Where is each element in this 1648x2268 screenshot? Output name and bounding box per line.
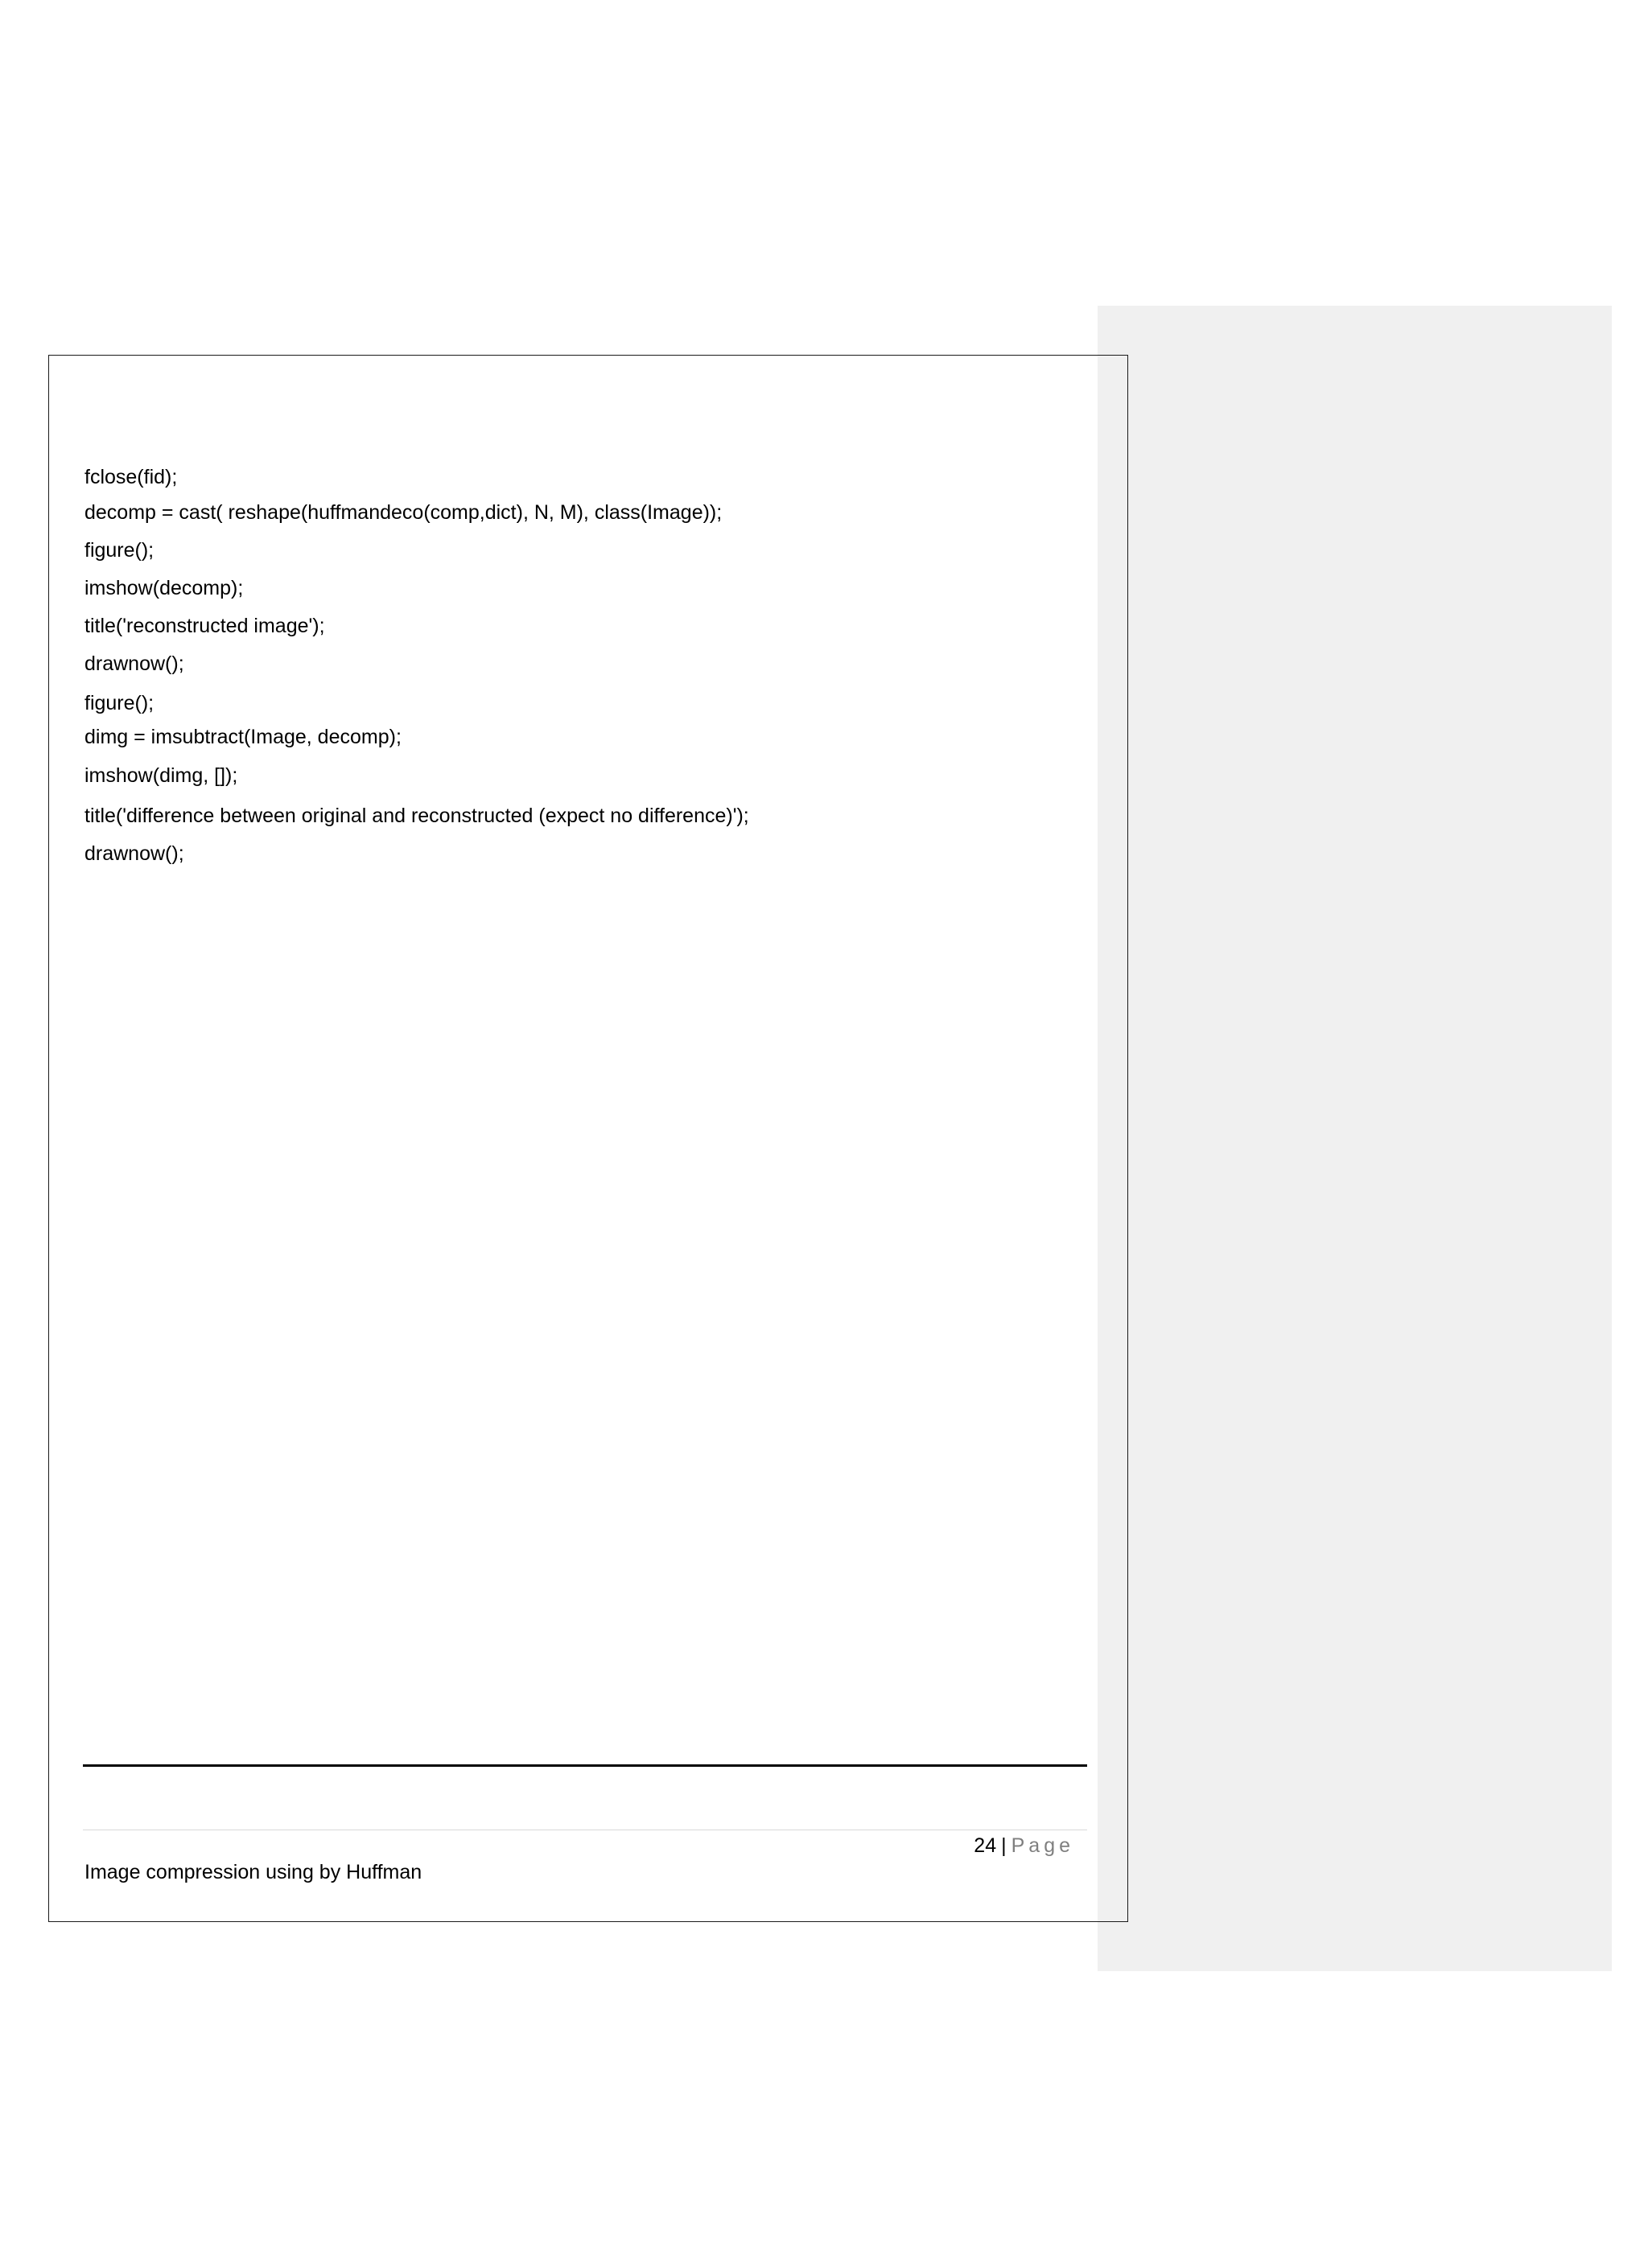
code-line: drawnow(); (84, 842, 184, 865)
page-number-separator: | (1001, 1834, 1007, 1857)
code-line: title('difference between original and reconstructed (expect no difference)'); (84, 805, 749, 827)
code-line: figure(); (84, 692, 154, 714)
code-line: fclose(fid); (84, 466, 178, 488)
page-number (974, 1834, 1074, 1858)
code-line: imshow(decomp); (84, 577, 244, 599)
code-line: title('reconstructed image'); (84, 615, 325, 637)
footer-divider (83, 1764, 1087, 1767)
code-line: decomp = cast( reshape(huffmandeco(comp,dict), N, M), class(Image)); (84, 501, 723, 524)
side-margin-panel (1098, 306, 1612, 1971)
code-line: imshow(dimg, []); (84, 764, 238, 787)
code-line: figure(); (84, 539, 154, 562)
code-line: drawnow(); (84, 652, 184, 675)
code-line: dimg = imsubtract(Image, decomp); (84, 726, 402, 748)
footer-document-title: Image compression using by Huffman (84, 1861, 422, 1883)
page-label: Page (1011, 1834, 1074, 1857)
page-number-value: 24 (974, 1834, 997, 1857)
